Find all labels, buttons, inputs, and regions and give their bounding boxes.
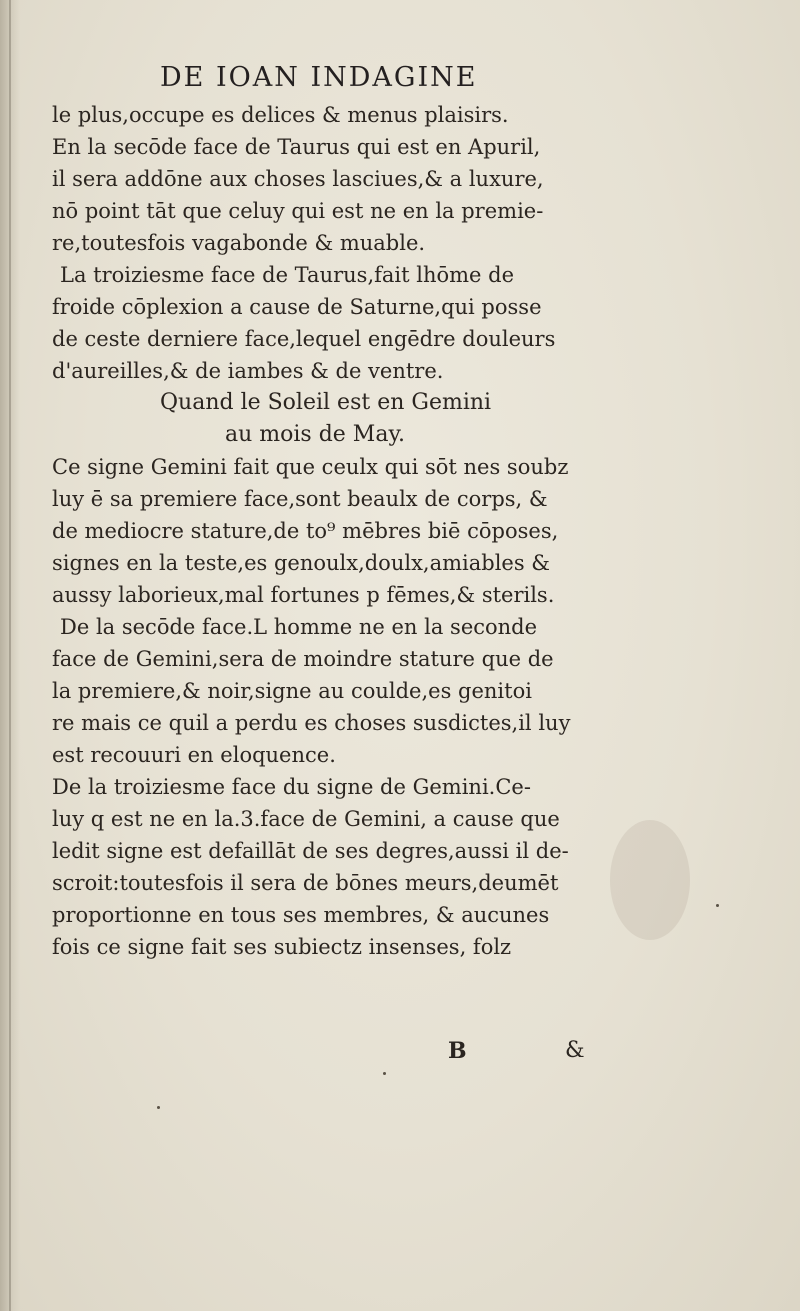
text-line: la premiere,& noir,signe au coulde,es genitoi (52, 679, 532, 703)
ink-speck (157, 1106, 160, 1109)
section-heading: Quand le Soleil est en Gemini (160, 390, 492, 415)
running-title: DE IOAN INDAGINE (160, 62, 478, 93)
page-stain (610, 820, 690, 940)
text-line: aussy laborieux,mal fortunes p fēmes,& sterils. (52, 583, 555, 607)
text-line: il sera addōne aux choses lasciues,& a luxure, (52, 167, 544, 191)
body-text (52, 99, 612, 963)
text-line: La troiziesme face de Taurus,fait lhōme de (60, 263, 515, 287)
text-line: luy q est ne en la.3.face de Gemini, a cause que (52, 807, 560, 831)
text-line: scroit:toutesfois il sera de bōnes meurs,deumēt (52, 871, 559, 895)
text-line: de mediocre stature,de to⁹ mēbres biē cōposes, (52, 519, 559, 543)
text-line: ledit signe est defaillāt de ses degres,aussi il de- (52, 839, 569, 863)
text-line: nō point tāt que celuy qui est ne en la premie- (52, 199, 544, 223)
text-line: le plus,occupe es delices & menus plaisirs. (52, 103, 509, 127)
ink-speck (383, 1072, 386, 1075)
text-line: froide cōplexion a cause de Saturne,qui posse (52, 295, 542, 319)
signature-mark: B (448, 1038, 467, 1064)
text-line: En la secōde face de Taurus qui est en Apuril, (52, 135, 541, 159)
ink-speck (716, 904, 719, 907)
binding-edge (9, 0, 11, 1311)
catchword: & (565, 1038, 585, 1063)
text-line: de ceste derniere face,lequel engēdre douleurs (52, 327, 556, 351)
text-line: d'aureilles,& de iambes & de ventre. (52, 359, 444, 383)
text-line: luy ē sa premiere face,sont beaulx de corps, & (52, 487, 548, 511)
text-line: proportionne en tous ses membres, & aucunes (52, 903, 550, 927)
text-line: est recouuri en eloquence. (52, 743, 336, 767)
text-line: signes en la teste,es genoulx,doulx,amiables & (52, 551, 550, 575)
section-heading: au mois de May. (225, 422, 405, 447)
text-line: re,toutesfois vagabonde & muable. (52, 231, 426, 255)
text-line: Ce signe Gemini fait que ceulx qui sōt nes soubz (52, 455, 569, 479)
text-line: fois ce signe fait ses subiectz insenses, folz (52, 935, 512, 959)
text-line: face de Gemini,sera de moindre stature que de (52, 647, 554, 671)
text-line: De la secōde face.L homme ne en la seconde (60, 615, 538, 639)
text-line: De la troiziesme face du signe de Gemini.Ce- (52, 775, 531, 799)
text-line: re mais ce quil a perdu es choses susdictes,il luy (52, 711, 571, 735)
